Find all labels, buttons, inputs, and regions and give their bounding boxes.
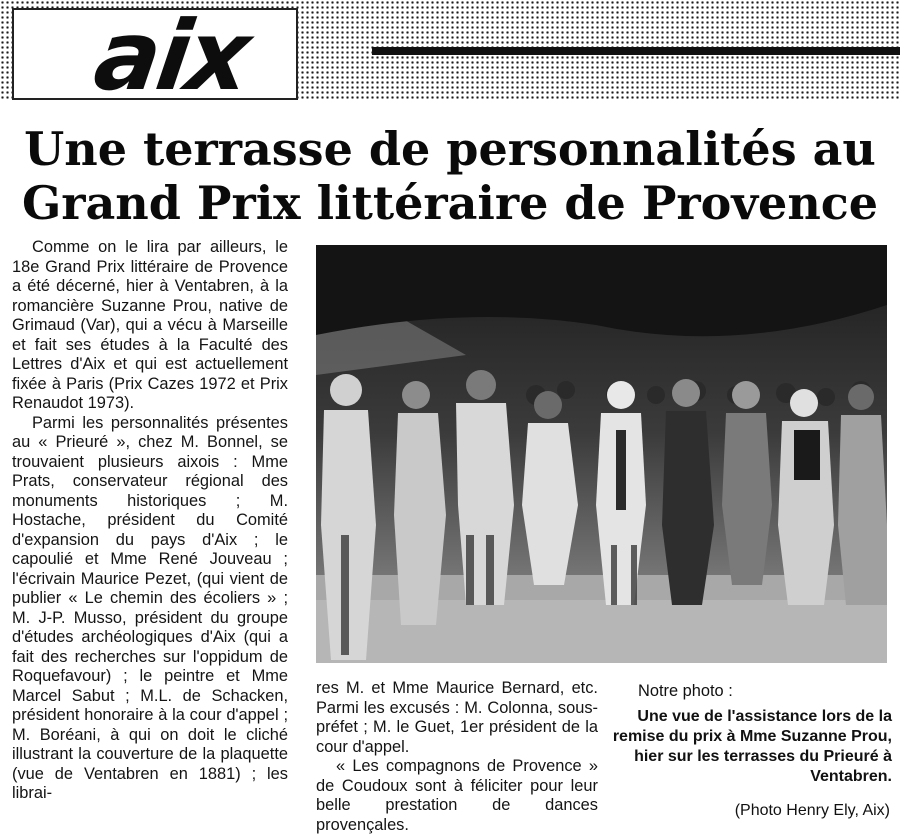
article-paragraph: « Les compagnons de Provence » de Coudoux sont à féliciter pour leur belle prestation de dances provençales. [316,757,598,834]
article-paragraph: res M. et Mme Maurice Bernard, etc. Parmi les excusés : M. Colonna, sous-préfet ; M. le Guet, 1er président de la cour d'appel. [316,679,598,756]
photo-caption: Une vue de l'assistance lors de la remise du prix à Mme Suzanne Prou, hier sur les terrasses du Prieuré à Ventabren. [612,708,892,785]
crowd-photo-image [316,245,887,663]
article-column-left [12,238,288,804]
headline-line-2: Grand Prix littéraire de Provence [21,176,879,230]
section-banner [0,0,900,112]
article-paragraph: Comme on le lira par ailleurs, le 18e Grand Prix littéraire de Provence a été décerné, hier à Ventabren, à la romancière Suzanne Prou, native de Grimaud (Var), qui a vécu à Marseille et fait ses études à la Faculté des Lettres d'Aix et qui est actuellement fixée à Paris (Prix Cazes 1972 et Prix Renaudot 1973). [12,238,288,412]
news-photo [316,245,887,663]
banner-rule [372,47,900,55]
article-column-middle [316,679,598,835]
headline [0,122,900,230]
section-logo: aix [88,0,255,112]
photo-credit: (Photo Henry Ely, Aix) [734,802,890,819]
section-logo-box [12,0,298,112]
photo-caption-label: Notre photo : [638,682,733,700]
article-paragraph: Parmi les personnalités présentes au « Prieuré », chez M. Bonnel, se trouvaient plusieurs aixois : Mme Prats, conservateur régional des monuments historiques ; M. Hostache, président du Comité d'expansion du pays d'Aix ; le capoulié et Mme René Jouveau ; l'écrivain Maurice Pezet, (qui vient de publier « Le chemin des écoliers » ; M. J-P. Musso, président du groupe d'études archéologiques d'Aix (qui a fait des recherches sur l'oppidum de Roquefavour) ; le peintre et Mme Marcel Sabut ; M.L. de Schacken, président honoraire à la cour d'appel ; M. Boréani, à qui on doit le cliché illustrant la couverture de la plaquette (vue de Ventabren en 1881) ; les librai- [12,413,288,802]
headline-line-1: Une terrasse de personnalités au [24,122,876,176]
